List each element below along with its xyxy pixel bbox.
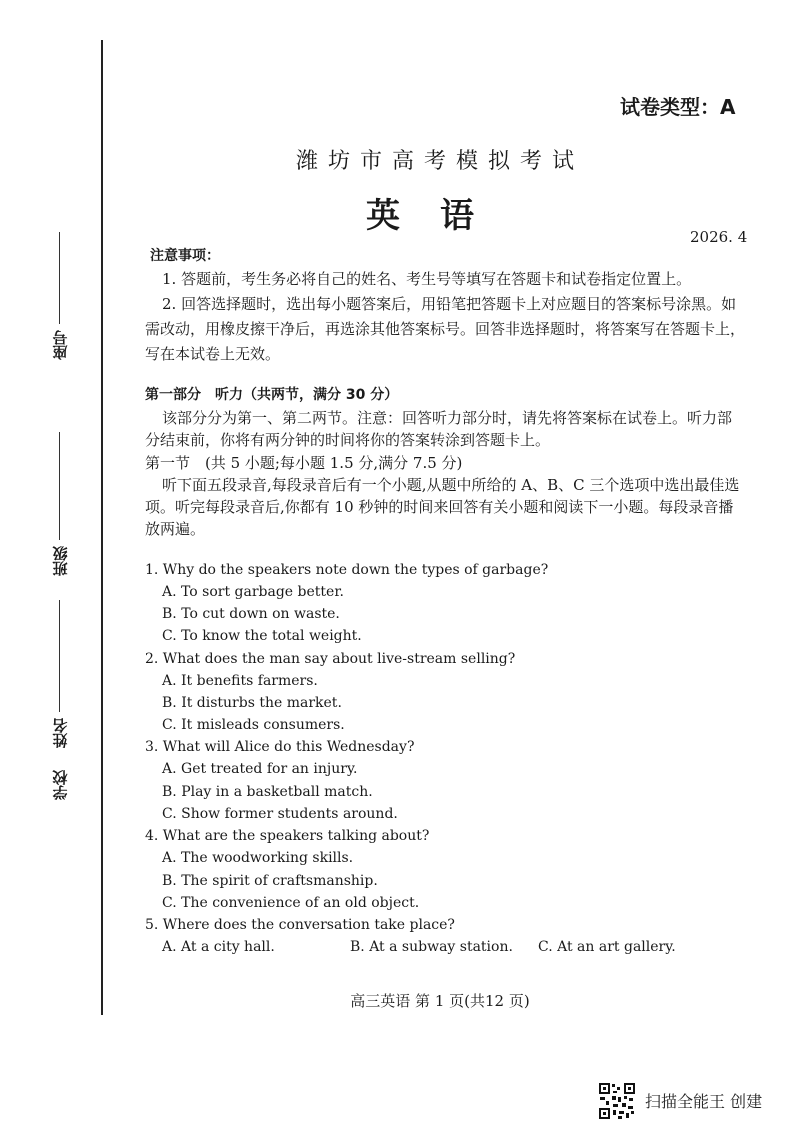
- question-2-option-a: A. It benefits farmers.: [162, 673, 318, 689]
- school-label: 学校: [51, 770, 70, 800]
- exam-title: 潍坊市高考模拟考试: [295, 149, 584, 174]
- question-2-option-c: C. It misleads consumers.: [162, 717, 345, 733]
- question-1-option-c: C. To know the total weight.: [162, 628, 362, 644]
- class-underline: [60, 432, 61, 540]
- class-field[interactable]: [40, 432, 80, 580]
- question-4-option-a: A. The woodworking skills.: [162, 850, 354, 866]
- page-footer: 高三英语 第 1 页(共12 页): [350, 992, 530, 1010]
- question-4-option-c: C. The convenience of an old object.: [162, 895, 420, 911]
- class-label: 班级: [51, 546, 70, 576]
- question-2-stem: 2. What does the man say about live-stream selling?: [145, 651, 516, 667]
- seat-number-label: 座号: [51, 330, 70, 360]
- name-label: 姓名: [51, 718, 70, 748]
- question-3-stem: 3. What will Alice do this Wednesday?: [145, 739, 415, 755]
- note-item-1: 1. 答题前，考生务必将自己的姓名、考生号等填写在答题卡和试卷指定位置上。: [162, 270, 692, 288]
- question-1-option-a: A. To sort garbage better.: [162, 584, 344, 600]
- question-5-stem: 5. Where does the conversation take place?: [145, 917, 455, 933]
- note-item-2: 2. 回答选择题时，选出每小题答案后，用铅笔把答题卡上对应题目的答案标号涂黑。如需改动，用橡皮擦干净后，再选涂其他答案标号。回答非选择题时，将答案写在答题卡上，写在本试卷上无效。: [145, 295, 746, 363]
- qr-code-icon: [598, 1082, 636, 1120]
- exam-date: 2026. 4: [690, 228, 748, 246]
- question-3-option-b: B. Play in a basketball match.: [162, 784, 373, 800]
- notes-heading: 注意事项：: [150, 248, 220, 264]
- name-underline: [60, 600, 61, 712]
- question-2-option-b: B. It disturbs the market.: [162, 695, 342, 711]
- name-field[interactable]: [40, 600, 80, 752]
- question-1-stem: 1. Why do the speakers note down the types of garbage?: [145, 562, 549, 578]
- paper-type: 试卷类型：A: [620, 95, 736, 119]
- question-4-option-b: B. The spirit of craftsmanship.: [162, 873, 378, 889]
- question-3-option-a: A. Get treated for an injury.: [162, 761, 358, 777]
- subject-title: 英语: [366, 196, 514, 236]
- part1-heading: 第一部分 听力（共两节，满分 30 分）: [145, 387, 399, 403]
- scanner-watermark: 扫描全能王 创建: [645, 1092, 763, 1111]
- question-5-option-b: B. At a subway station.: [350, 939, 513, 955]
- question-5-option-c: C. At an art gallery.: [538, 939, 676, 955]
- question-5-option-a: A. At a city hall.: [162, 939, 275, 955]
- question-4-stem: 4. What are the speakers talking about?: [145, 828, 430, 844]
- section1-heading: 第一节 (共 5 小题;每小题 1.5 分,满分 7.5 分): [145, 454, 463, 472]
- part1-intro: 该部分分为第一、第二两节。注意：回答听力部分时，请先将答案标在试卷上。听力部分结束前，你将有两分钟的时间将你的答案转涂到答题卡上。: [145, 409, 733, 449]
- seat-number-underline: [60, 232, 61, 324]
- question-3-option-c: C. Show former students around.: [162, 806, 398, 822]
- seat-number-field[interactable]: [40, 232, 80, 364]
- question-1-option-b: B. To cut down on waste.: [162, 606, 340, 622]
- section1-intro: 听下面五段录音,每段录音后有一个小题,从题中所给的 A、B、C 三个选项中选出最佳选项。听完每段录音后,你都有 10 秒钟的时间来回答有关小题和阅读下一小题。每段录音播放两遍。: [145, 476, 740, 538]
- school-field[interactable]: [40, 770, 80, 822]
- binding-line: [101, 40, 103, 1015]
